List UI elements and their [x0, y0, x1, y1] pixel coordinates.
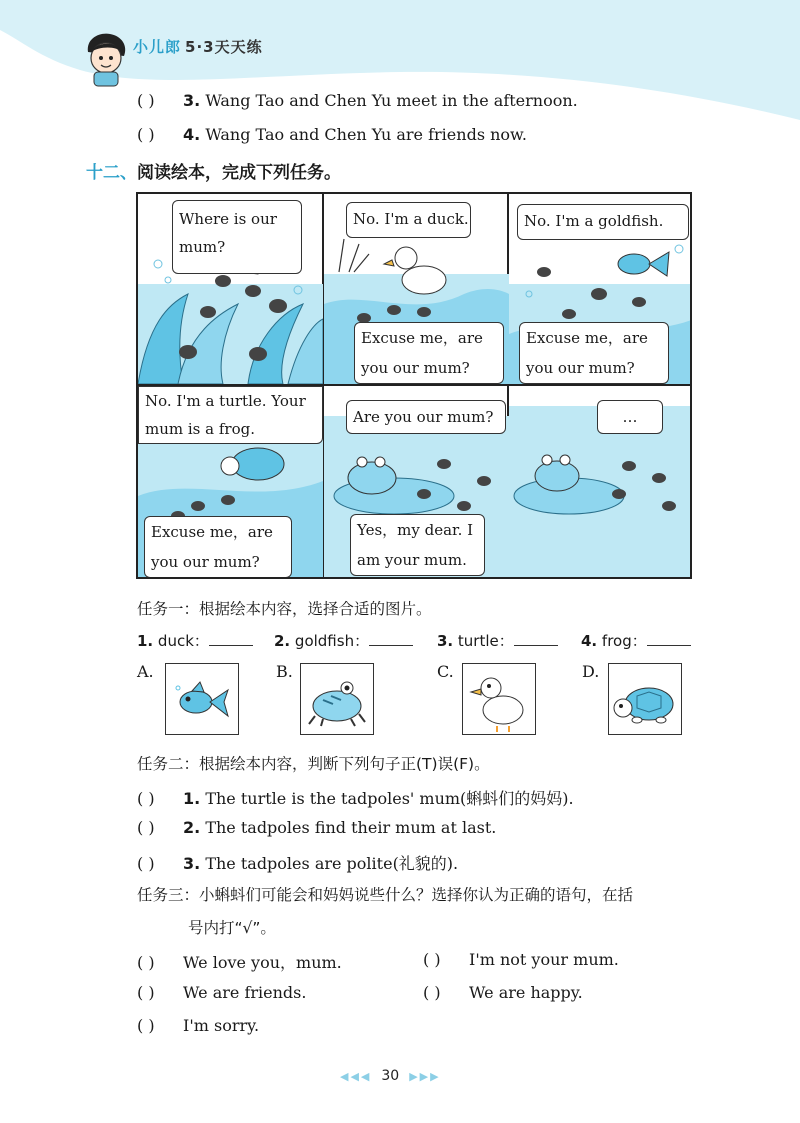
match-item-2: 2. goldfish：	[274, 630, 413, 651]
option-label-c: C.	[437, 662, 454, 681]
comic-panel-6	[509, 386, 692, 578]
option-label-a: A.	[137, 662, 154, 681]
task2-item-2: ( ) 2. The tadpoles find their mum at last.	[137, 818, 497, 837]
duck-icon	[463, 664, 535, 734]
task3-option-3: ( ) We are friends.	[137, 983, 307, 1002]
option-d-picture	[608, 663, 682, 735]
brand-title	[133, 36, 263, 57]
answer-bracket[interactable]: ( )	[137, 983, 155, 1002]
page-footer	[340, 1068, 441, 1084]
task3-option-4: ( ) We are happy.	[423, 983, 583, 1002]
match-item-4: 4. frog：	[581, 630, 691, 651]
answer-bracket[interactable]: ( )	[137, 818, 155, 837]
option-label-b: B.	[276, 662, 293, 681]
brand-series: 5·3天天练	[185, 38, 263, 56]
mascot-boy-icon	[82, 30, 130, 88]
speech-bubble: Yes，my dear. I am your mum.	[350, 514, 485, 576]
answer-bracket[interactable]: ( )	[137, 854, 155, 873]
speech-bubble: No. I'm a duck.	[346, 202, 471, 238]
match-item-1: 1. duck：	[137, 630, 253, 651]
comic-panel-5	[324, 386, 509, 578]
speech-bubble: No. I'm a goldfish.	[517, 204, 689, 240]
left-arrows-icon: ◀◀◀	[340, 1070, 372, 1083]
task3-option-5: ( ) I'm sorry.	[137, 1016, 260, 1035]
comic-panel-2	[324, 194, 509, 386]
comic-panel-4	[138, 386, 323, 578]
prev-item-4: ( ) 4. Wang Tao and Chen Yu are friends now.	[137, 125, 527, 144]
task3-title-line2: 号内打“√”。	[188, 919, 276, 937]
speech-bubble: Where is our mum?	[172, 200, 302, 274]
answer-blank[interactable]	[209, 631, 253, 646]
task2-item-3: ( ) 3. The tadpoles are polite(礼貌的).	[137, 854, 459, 873]
match-item-3: 3. turtle：	[437, 630, 558, 651]
answer-blank[interactable]	[647, 631, 691, 646]
speech-bubble: …	[597, 400, 663, 434]
option-label-d: D.	[582, 662, 600, 681]
answer-bracket[interactable]: ( )	[137, 1016, 155, 1035]
option-a-picture	[165, 663, 239, 735]
answer-bracket[interactable]: ( )	[137, 953, 155, 972]
speech-bubble: Excuse me，are you our mum?	[519, 322, 669, 384]
task3-title-line1: 任务三：小蝌蚪们可能会和妈妈说些什么？选择你认为正确的语句，在括	[137, 886, 634, 904]
task2-title: 任务二：根据绘本内容，判断下列句子正(T)误(F)。	[137, 755, 490, 773]
speech-bubble: Are you our mum?	[346, 400, 506, 434]
answer-blank[interactable]	[369, 631, 413, 646]
speech-bubble: No. I'm a turtle. Your mum is a frog.	[138, 386, 323, 444]
comic-strip	[136, 192, 692, 579]
answer-bracket[interactable]: ( )	[137, 125, 155, 144]
comic-panel-3	[509, 194, 692, 386]
frog-icon	[301, 664, 373, 734]
section-title: 十二、阅读绘本，完成下列任务。	[86, 163, 341, 183]
right-arrows-icon: ▶▶▶	[409, 1070, 441, 1083]
answer-blank[interactable]	[514, 631, 558, 646]
goldfish-icon	[166, 664, 238, 734]
answer-bracket[interactable]: ( )	[137, 789, 155, 808]
page-number: 30	[381, 1068, 400, 1084]
answer-bracket[interactable]: ( )	[137, 91, 155, 110]
task3-option-1: ( ) We love you，mum.	[137, 953, 342, 972]
speech-bubble: Excuse me，are you our mum?	[354, 322, 504, 384]
prev-item-3: ( ) 3. Wang Tao and Chen Yu meet in the afternoon.	[137, 91, 578, 110]
brand-name: 小儿郎	[133, 38, 182, 56]
answer-bracket[interactable]: ( )	[423, 950, 441, 969]
task2-item-1: ( ) 1. The turtle is the tadpoles' mum(蝌蚪们的妈妈).	[137, 789, 574, 808]
option-c-picture	[462, 663, 536, 735]
task1-title: 任务一：根据绘本内容，选择合适的图片。	[137, 600, 432, 618]
option-b-picture	[300, 663, 374, 735]
comic-panel-1	[138, 194, 323, 386]
task3-option-2: ( ) I'm not your mum.	[423, 950, 619, 969]
answer-bracket[interactable]: ( )	[423, 983, 441, 1002]
turtle-icon	[609, 664, 681, 734]
speech-bubble: Excuse me，are you our mum?	[144, 516, 292, 578]
